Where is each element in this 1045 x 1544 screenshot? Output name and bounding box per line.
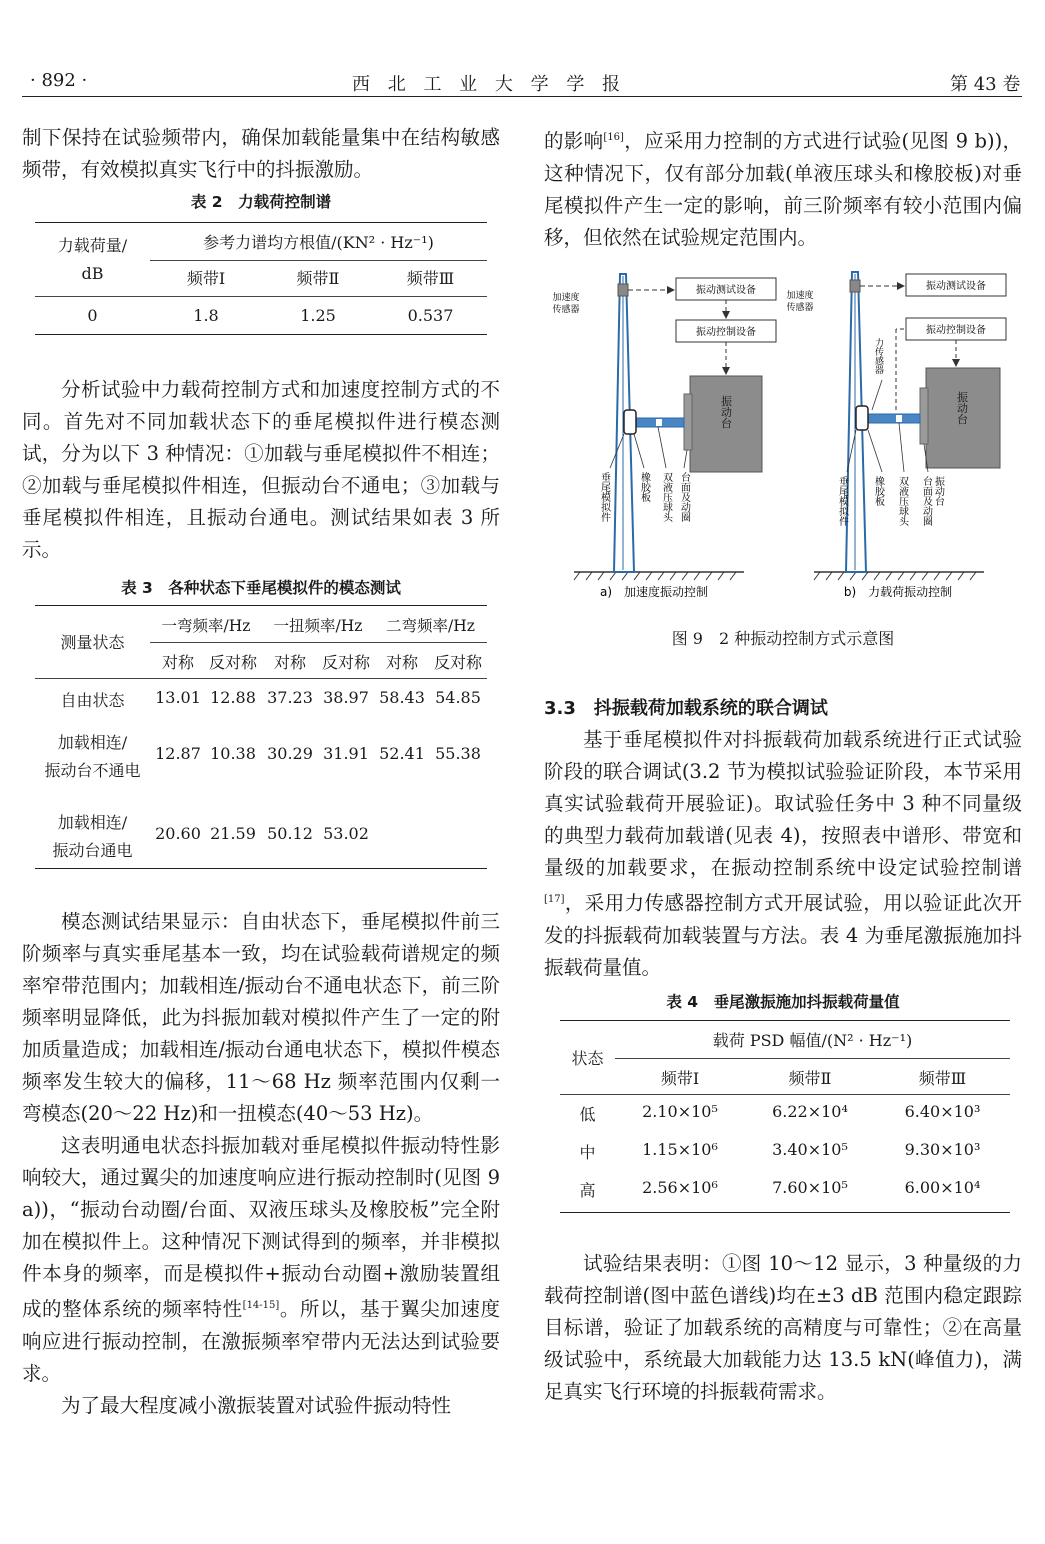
- page-number: · 892 ·: [30, 70, 88, 91]
- table3-cell: 50.12: [267, 824, 313, 843]
- table4-band1: 频带Ⅰ: [660, 1069, 700, 1088]
- table3-subheader: 反对称: [433, 653, 482, 672]
- table3-group: 一弯频率/Hz: [161, 617, 251, 635]
- fig-b-control-equipment: 振动控制设备: [926, 325, 986, 336]
- table2-group-header: 参考力谱均方根值/(KN² · Hz⁻¹): [203, 233, 434, 252]
- table3-cell: 37.23: [267, 688, 313, 707]
- fig-a-subcaption: a) 加速度振动控制: [599, 585, 709, 599]
- table3-state: 振动台不通电: [44, 761, 141, 780]
- table3-cell: 52.41: [379, 744, 425, 763]
- table2-cell: 1.25: [300, 306, 336, 325]
- table4-cell: 3.40×10⁵: [772, 1140, 848, 1159]
- fig-a-shaker: 振动台: [719, 395, 733, 429]
- subfigure-b: [786, 272, 1006, 599]
- figure9-caption: 图 9 2 种振动控制方式示意图: [671, 629, 895, 648]
- intro-paragraph: 制下保持在试验频带内，确保加载能量集中在结构敏感频带，有效模拟真实飞行中的抖振激励。: [22, 126, 500, 181]
- table2-band2: 频带Ⅱ: [296, 269, 340, 288]
- header-rule: [22, 96, 1022, 97]
- table3-subheader: 对称: [273, 653, 306, 672]
- volume-label: 第 43 卷: [950, 74, 1021, 95]
- table4-col0: 状态: [571, 1049, 604, 1068]
- table4-cell: 2.10×10⁵: [642, 1102, 718, 1121]
- table3-state: 振动台通电: [52, 841, 133, 860]
- table4-cell: 9.30×10³: [904, 1140, 981, 1159]
- table4-level: 高: [579, 1181, 596, 1200]
- table2-band3: 频带Ⅲ: [406, 269, 455, 288]
- table3-group: 一扭频率/Hz: [273, 617, 363, 635]
- svg-text:振动台: 振动台: [932, 476, 944, 506]
- fig-b-test-equipment: 振动测试设备: [926, 281, 986, 292]
- figure-9: [544, 262, 1022, 612]
- table3-cell: 20.60: [155, 824, 201, 843]
- paragraph-joint-debug: 基于垂尾模拟件对抖振载荷加载系统进行正式试验阶段的联合调试(3.2 节为模拟试验验证阶段，本节采用真实试验载荷开展验证)。取试验任务中 3 种不同量级的典型力载荷加载谱(见表 4)，按照表中谱形、带宽和量级的加载要求，在振动控制系统中设定试验控制谱[17]，采用力传感器控制方式开展试验，用以验证此次开发的抖振载荷加载装置与方法。表 4 为垂尾激振施加抖振载荷量值。: [544, 728, 1022, 979]
- table4-cell: 1.15×10⁶: [642, 1140, 718, 1159]
- table3-cell: 54.85: [435, 688, 481, 707]
- fig-a-test-equipment: 振动测试设备: [696, 285, 756, 296]
- table3-cell: 38.97: [323, 688, 369, 707]
- table2-band1: 频带Ⅰ: [186, 269, 226, 288]
- fig-b-force-sensor: 力传感器: [873, 338, 883, 374]
- table4-band3: 频带Ⅲ: [918, 1069, 967, 1088]
- table2-caption: 表 2 力载荷控制谱: [190, 193, 332, 211]
- table4-group-header: 载荷 PSD 幅值/(N² · Hz⁻¹): [712, 1031, 913, 1050]
- svg-text:加速度: 加速度: [786, 291, 814, 301]
- table4-cell: 6.40×10³: [904, 1102, 981, 1121]
- svg-text:橡胶板: 橡胶板: [638, 472, 650, 502]
- table4-cell: 6.00×10⁴: [904, 1178, 981, 1197]
- table2-cell: 1.8: [193, 306, 219, 325]
- table3-state: 自由状态: [60, 691, 125, 710]
- fig-a-control-equipment: 振动控制设备: [696, 327, 756, 338]
- paragraph-modal-analysis: 分析试验中力载荷控制方式和加速度控制方式的不同。首先对不同加载状态下的垂尾模拟件进行模态测试，分为以下 3 种情况：①加载与垂尾模拟件不相连；②加载与垂尾模拟件相连，但振动台不通电；③加载与垂尾模拟件相连，且振动台通电。测试结果如表 3 所示。: [22, 378, 500, 561]
- svg-text:橡胶板: 橡胶板: [872, 476, 884, 506]
- journal-title: 西 北 工 业 大 学 学 报: [352, 74, 627, 95]
- fig-b-shaker: 振动台: [955, 391, 969, 425]
- table4-cell: 6.22×10⁴: [772, 1102, 848, 1121]
- table3-subheader: 对称: [161, 653, 194, 672]
- table3-subheader: 反对称: [321, 653, 370, 672]
- table3-group: 二弯频率/Hz: [386, 617, 475, 635]
- table3-cell: 13.01: [155, 688, 201, 707]
- table4-cell: 7.60×10⁵: [772, 1178, 848, 1197]
- table3-cell: 12.87: [155, 744, 201, 763]
- svg-text:双液压球头: 双液压球头: [896, 476, 908, 526]
- fig-b-subcaption: b) 力载荷振动控制: [843, 585, 953, 599]
- paragraph-results: 试验结果表明：①图 10～12 显示，3 种量级的力载荷控制谱(图中蓝色谱线)均在±3 dB 范围内稳定跟踪目标谱，验证了加载系统的高精度与可靠性；②在高量级试验中，系统最大加载能力达 13.5 kN(峰值力)，满足真实飞行环境的抖振载荷需求。: [544, 1252, 1022, 1403]
- table3-cell: 10.38: [210, 744, 256, 763]
- subfigure-a: [552, 274, 776, 599]
- paragraph-modal-results: 模态测试结果显示：自由状态下，垂尾模拟件前三阶频率与真实垂尾基本一致，均在试验载荷谱规定的频率窄带范围内；加载相连/振动台不通电状态下，前三阶频率明显降低，此为抖振加载对模拟件产生了一定的附加质量造成；加载相连/振动台通电状态下，模拟件模态频率发生较大的偏移，11～68 Hz 频率范围内仅剩一弯模态(20～22 Hz)和一扭模态(40～53 Hz)。 这表明通电状态抖振加载对垂尾模拟件振动特性影响较大，通过翼尖的加速度响应进行振动控制时(见图 9 a))，“振动台动圈/台面、双液压球头及橡胶板”完全附加在模拟件上。这种情况下测试得到的频率，并非模拟件本身的频率，而是模拟件+振动台动圈+激励装置组成的整体系统的频率特性[14-15]。所以，基于翼尖加速度响应进行振动控制，在激振频率窄带内无法达到试验要求。 为了最大程度减小激振装置对试验件振动特性: [22, 910, 500, 1417]
- table3-state: 加载相连/: [57, 733, 128, 752]
- table4-caption: 表 4 垂尾激振施加抖振载荷量值: [666, 993, 900, 1011]
- table2-cell: 0.537: [407, 306, 454, 325]
- table3-cell: 30.29: [267, 744, 313, 763]
- table4-cell: 2.56×10⁶: [642, 1178, 718, 1197]
- table3-cell: 21.59: [210, 824, 256, 843]
- svg-text:双液压球头: 双液压球头: [660, 472, 672, 522]
- table2-cell: 0: [87, 306, 98, 325]
- table3-cell: 31.91: [323, 744, 369, 763]
- fig-b-fin-label: 垂尾模拟件: [836, 476, 848, 526]
- table3-cell: 58.43: [379, 688, 425, 707]
- table4-band2: 频带Ⅱ: [788, 1069, 832, 1088]
- section-3-3-heading: 3.3 抖振载荷加载系统的联合调试: [544, 698, 828, 719]
- paragraph-force-control: 的影响[16]，应采用力控制的方式进行试验(见图 9 b))，这种情况下，仅有部分加载(单液压球头和橡胶板)对垂尾模拟件产生一定的影响，前三阶频率有较小范围内偏移，但依然在试验规定范围内。: [544, 129, 1022, 249]
- svg-text:加速度: 加速度: [552, 293, 580, 303]
- table2-col0: 力载荷量/ dB: [57, 236, 128, 283]
- table3-cell: 53.02: [323, 824, 369, 843]
- table4-level: 低: [579, 1105, 596, 1124]
- table4-level: 中: [579, 1143, 596, 1162]
- svg-text:传感器: 传感器: [786, 303, 814, 313]
- table3-col0: 测量状态: [60, 633, 125, 652]
- svg-text:传感器: 传感器: [552, 305, 580, 315]
- table3-caption: 表 3 各种状态下垂尾模拟件的模态测试: [121, 579, 401, 597]
- svg-text:台面及动圈: 台面及动圈: [678, 472, 690, 522]
- table3-cell: 55.38: [435, 744, 481, 763]
- svg-text:台面及动圈: 台面及动圈: [920, 476, 932, 526]
- fig-a-fin-label: 垂尾模拟件: [598, 472, 610, 522]
- table3-state: 加载相连/: [57, 813, 128, 832]
- table3-cell: 12.88: [210, 688, 256, 707]
- table3-subheader: 反对称: [208, 653, 257, 672]
- table3-subheader: 对称: [385, 653, 418, 672]
